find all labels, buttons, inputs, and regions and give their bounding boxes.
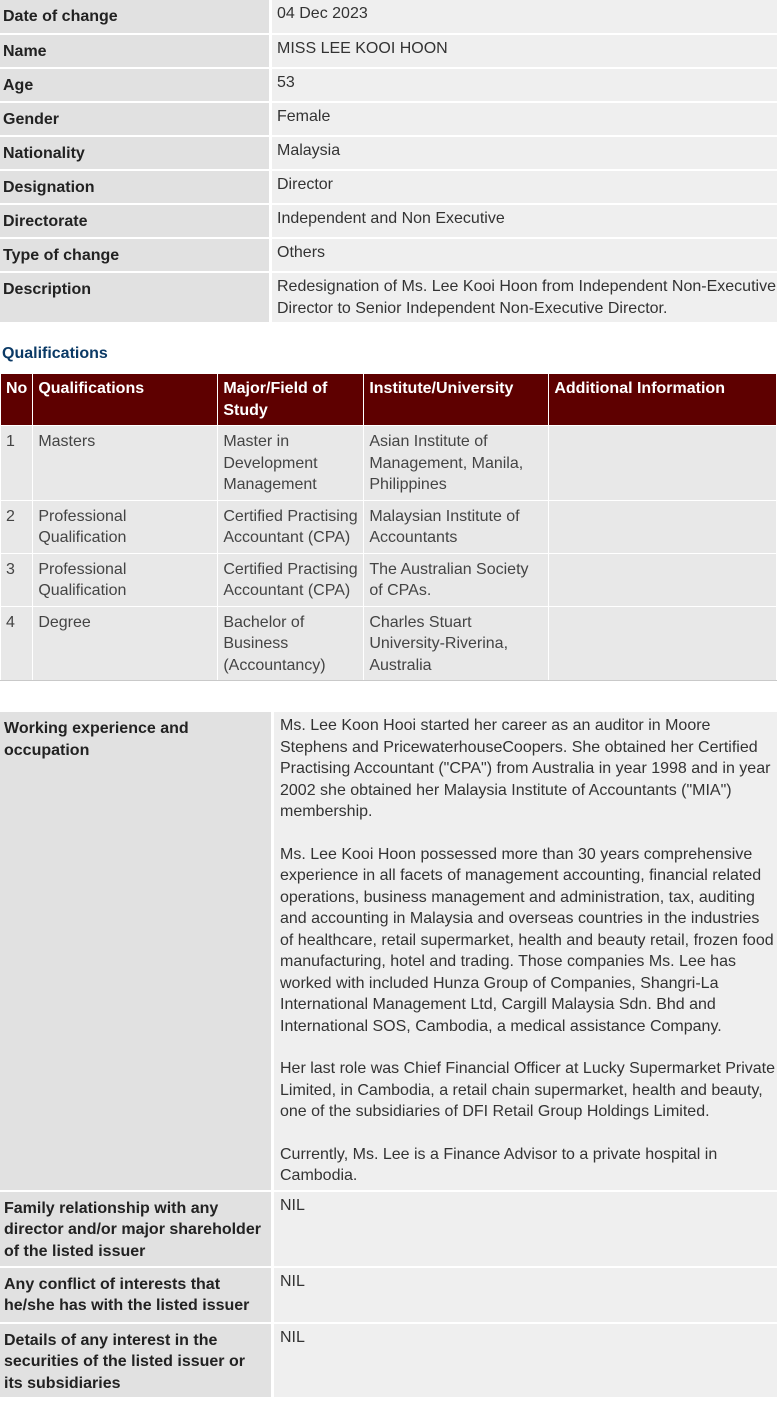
family-relationship-label: Family relationship with any director and/or major shareholder of the listed issuer xyxy=(0,1191,273,1267)
qualifications-header-row xyxy=(1,374,777,426)
detail-label: Type of change xyxy=(0,238,271,272)
detail-row xyxy=(0,238,777,272)
detail-value: Others xyxy=(271,238,777,272)
detail-label: Age xyxy=(0,68,271,102)
detail-row xyxy=(0,0,777,34)
column-header-institute: Institute/University xyxy=(364,374,549,426)
cell-institute: The Australian Society of CPAs. xyxy=(364,553,549,606)
column-header-no: No xyxy=(1,374,33,426)
detail-value: MISS LEE KOOI HOON xyxy=(271,34,777,68)
detail-label: Description xyxy=(0,272,271,323)
cell-institute: Malaysian Institute of Accountants xyxy=(364,500,549,553)
experience-paragraph: Currently, Ms. Lee is a Finance Advisor to a private hospital in Cambodia. xyxy=(280,1145,718,1184)
cell-major: Certified Practising Accountant (CPA) xyxy=(218,553,364,606)
conflict-of-interest-label: Any conflict of interests that he/she has with the listed issuer xyxy=(0,1267,273,1323)
detail-row xyxy=(0,170,777,204)
detail-row xyxy=(0,34,777,68)
detail-row xyxy=(0,1323,777,1399)
detail-value: 04 Dec 2023 xyxy=(271,0,777,34)
cell-qualification: Masters xyxy=(33,426,218,501)
detail-label: Directorate xyxy=(0,204,271,238)
experience-value xyxy=(273,712,777,1191)
cell-major: Bachelor of Business (Accountancy) xyxy=(218,606,364,681)
detail-row xyxy=(0,68,777,102)
family-relationship-value: NIL xyxy=(273,1191,777,1267)
detail-row xyxy=(0,204,777,238)
detail-value: Redesignation of Ms. Lee Kooi Hoon from Independent Non-Executive Director to Senior Independent Non-Executive Director. xyxy=(271,272,777,323)
conflict-of-interest-value: NIL xyxy=(273,1267,777,1323)
cell-institute: Asian Institute of Management, Manila, Philippines xyxy=(364,426,549,501)
table-row xyxy=(1,500,777,553)
cell-major: Certified Practising Accountant (CPA) xyxy=(218,500,364,553)
detail-value: Female xyxy=(271,102,777,136)
detail-row xyxy=(0,1267,777,1323)
detail-value: Malaysia xyxy=(271,136,777,170)
cell-qualification: Degree xyxy=(33,606,218,681)
experience-table xyxy=(0,712,777,1399)
detail-row xyxy=(0,1191,777,1267)
table-row xyxy=(1,553,777,606)
cell-institute: Charles Stuart University-Riverina, Australia xyxy=(364,606,549,681)
experience-row xyxy=(0,712,777,1191)
detail-label: Name xyxy=(0,34,271,68)
experience-paragraph: Her last role was Chief Financial Officer at Lucky Supermarket Private Limited, in Cambodia, a retail chain supermarket, health and beauty, one of the subsidiaries of DFI Retail Group Holdings Limited. xyxy=(280,1060,776,1120)
cell-additional-info xyxy=(549,426,777,501)
column-header-additional-info: Additional Information xyxy=(549,374,777,426)
cell-additional-info xyxy=(549,606,777,681)
experience-label: Working experience and occupation xyxy=(0,712,273,1191)
column-header-qualifications: Qualifications xyxy=(33,374,218,426)
detail-value: 53 xyxy=(271,68,777,102)
securities-interest-value: NIL xyxy=(273,1323,777,1399)
cell-no: 4 xyxy=(1,606,33,681)
detail-row xyxy=(0,136,777,170)
securities-interest-label: Details of any interest in the securities of the listed issuer or its subsidiaries xyxy=(0,1323,273,1399)
cell-no: 1 xyxy=(1,426,33,501)
detail-value: Director xyxy=(271,170,777,204)
table-row xyxy=(1,426,777,501)
cell-qualification: Professional Qualification xyxy=(33,500,218,553)
cell-qualification: Professional Qualification xyxy=(33,553,218,606)
change-details-table xyxy=(0,0,777,324)
column-header-major: Major/Field of Study xyxy=(218,374,364,426)
detail-value: Independent and Non Executive xyxy=(271,204,777,238)
qualifications-heading: Qualifications xyxy=(2,345,108,362)
table-row xyxy=(1,606,777,681)
qualifications-table xyxy=(0,373,777,681)
detail-row xyxy=(0,102,777,136)
detail-label: Nationality xyxy=(0,136,271,170)
experience-paragraph: Ms. Lee Koon Hooi started her career as an auditor in Moore Stephens and PricewaterhouseCoopers. She obtained her Certified Practising Accountant ("CPA") from Australia in year 1998 and in year 2002 she obtained her Malaysia Institute of Accountants ("MIA") membership. xyxy=(280,717,771,820)
detail-label: Gender xyxy=(0,102,271,136)
cell-additional-info xyxy=(549,500,777,553)
cell-additional-info xyxy=(549,553,777,606)
detail-label: Date of change xyxy=(0,0,271,34)
detail-label: Designation xyxy=(0,170,271,204)
detail-row xyxy=(0,272,777,323)
cell-no: 3 xyxy=(1,553,33,606)
cell-no: 2 xyxy=(1,500,33,553)
cell-major: Master in Development Management xyxy=(218,426,364,501)
experience-paragraph: Ms. Lee Kooi Hoon possessed more than 30 years comprehensive experience in all facets of management accounting, financial related operations, business management and administration, tax, auditing and accounting in Malaysia and overseas countries in the industries of healthcare, retail supermarket, health and beauty retail, frozen food manufacturing, hotel and trading. Those companies Ms. Lee has worked with included Hunza Group of Companies, Shangri-La International Management Ltd, Cargill Malaysia Sdn. Bhd and International SOS, Cambodia, a medical assistance Company. xyxy=(280,845,774,1035)
